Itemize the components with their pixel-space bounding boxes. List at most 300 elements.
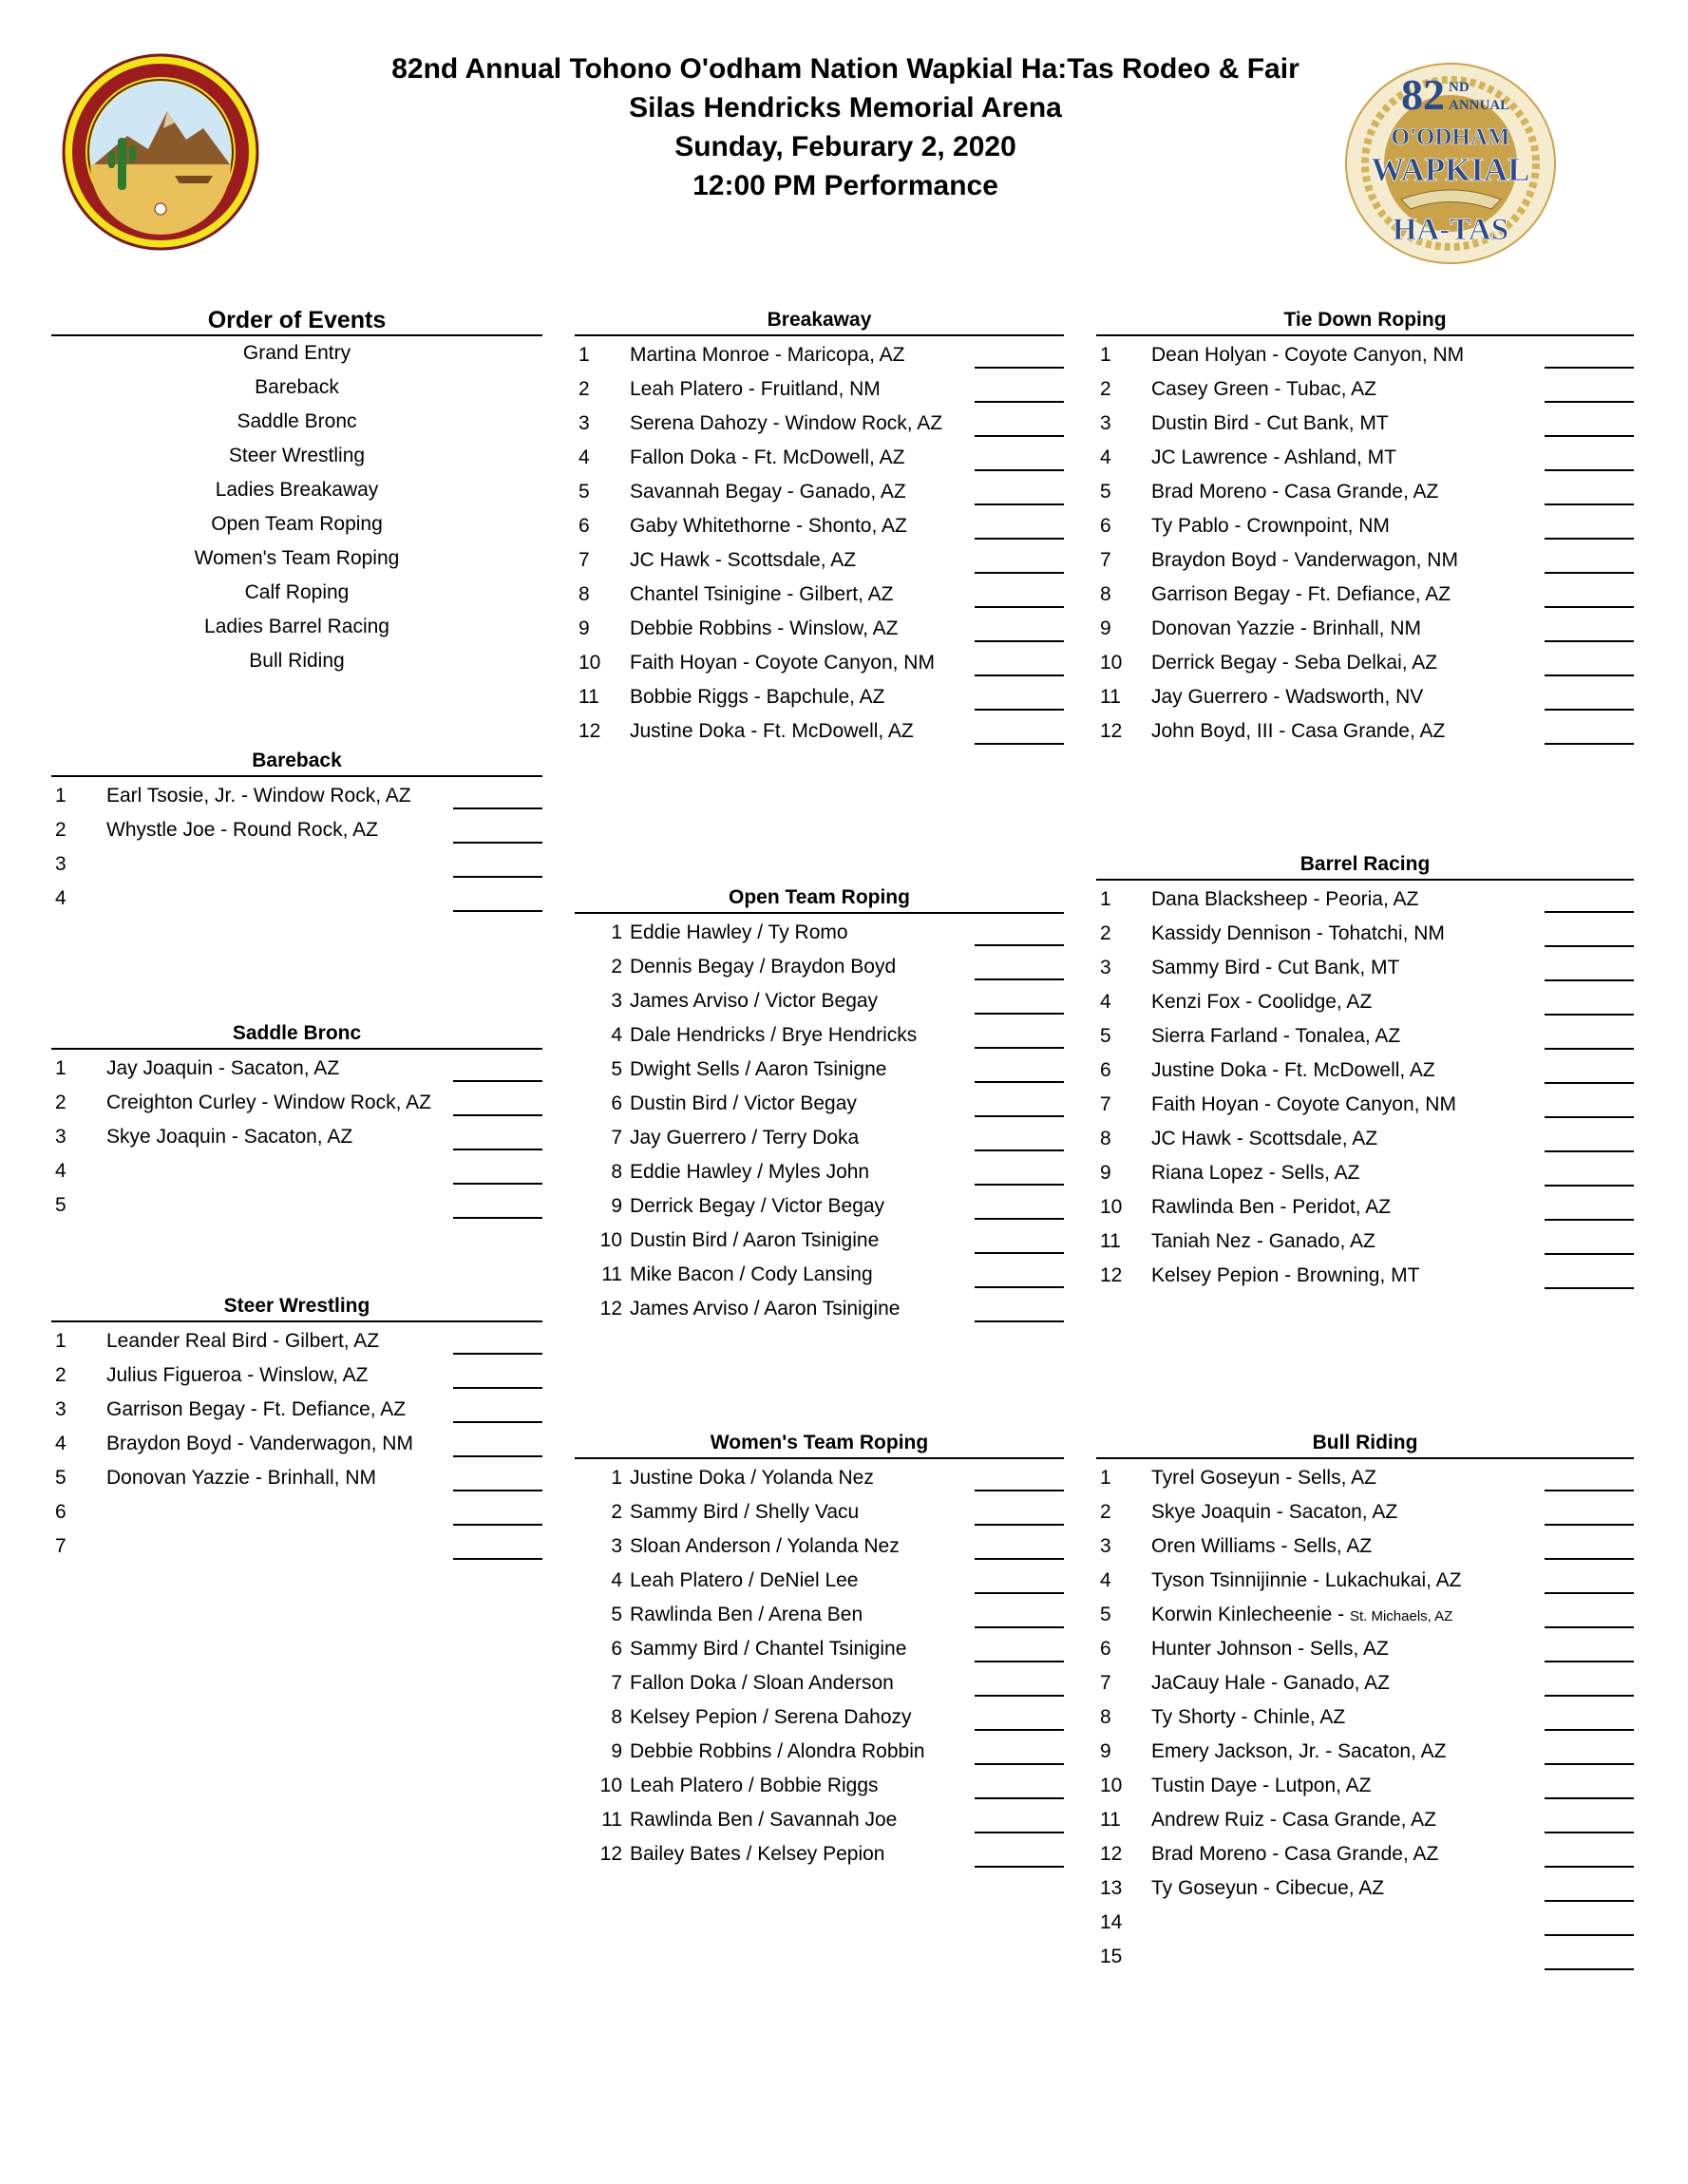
entry-number: 3 xyxy=(1100,1535,1111,1557)
score-blank-line xyxy=(1545,1626,1634,1628)
score-blank-line xyxy=(1545,1729,1634,1731)
entry-row xyxy=(575,1493,1064,1528)
entry-name xyxy=(1151,686,1423,709)
section-title: Steer Wrestling xyxy=(51,1292,542,1322)
entry-name xyxy=(1151,720,1445,743)
entry-number: 4 xyxy=(611,1024,622,1046)
section-title: Bareback xyxy=(51,747,542,777)
score-blank-line xyxy=(975,1490,1064,1491)
arena-name: Silas Hendricks Memorial Arena xyxy=(629,92,1062,123)
score-blank-line xyxy=(975,572,1064,574)
womens-team-roping-section xyxy=(575,1429,1064,1870)
entry-name-text: Dustin Bird / Victor Begay xyxy=(630,1092,857,1114)
entry-row xyxy=(575,1051,1064,1085)
entry-number: 10 xyxy=(1100,1196,1123,1218)
entry-number: 9 xyxy=(1100,1740,1111,1762)
entry-name-text: Brad Moreno - Casa Grande, AZ xyxy=(1151,481,1439,503)
entry-row xyxy=(51,777,542,811)
score-blank-line xyxy=(1545,606,1634,608)
entry-name-text: Gaby Whitethorne - Shonto, AZ xyxy=(630,515,907,537)
entry-number: 15 xyxy=(1100,1946,1123,1967)
score-blank-line xyxy=(1545,1832,1634,1833)
entry-number: 12 xyxy=(1100,720,1123,742)
entry-name-text: Bobbie Riggs - Bapchule, AZ xyxy=(630,686,885,708)
entry-name xyxy=(1151,1128,1377,1150)
entry-name-text: Ty Pablo - Crownpoint, NM xyxy=(1151,515,1390,537)
entry-row xyxy=(1096,1699,1634,1733)
entry-number: 3 xyxy=(1100,957,1111,978)
open-team-roping-section xyxy=(575,883,1064,1324)
entry-name xyxy=(630,1467,874,1490)
entry-name-text: Eddie Hawley / Myles John xyxy=(630,1161,870,1183)
score-blank-line xyxy=(453,1353,542,1355)
logo-word1: O'ODHAM xyxy=(1391,124,1510,150)
entry-name xyxy=(630,652,935,674)
entry-name xyxy=(630,1672,894,1695)
entry-row xyxy=(575,1835,1064,1870)
entry-number: 5 xyxy=(1100,481,1111,503)
score-blank-line xyxy=(975,674,1064,676)
score-blank-line xyxy=(975,1081,1064,1083)
entry-name xyxy=(1151,1604,1452,1626)
entry-number: 7 xyxy=(1100,549,1111,571)
entry-row xyxy=(1096,1801,1634,1835)
entry-name xyxy=(1151,1877,1384,1900)
entry-row xyxy=(575,336,1064,370)
entry-name-text: Garrison Begay - Ft. Defiance, AZ xyxy=(106,1398,407,1420)
entry-name-text: Tyson Tsinnijinnie - Lukachukai, AZ xyxy=(1151,1569,1462,1591)
entry-name xyxy=(106,1126,352,1149)
entry-number: 8 xyxy=(1100,1128,1111,1149)
entry-row xyxy=(575,370,1064,405)
entry-name-text: Leah Platero / DeNiel Lee xyxy=(630,1569,859,1591)
score-blank-line xyxy=(975,1149,1064,1151)
entry-number: 4 xyxy=(55,1433,66,1454)
score-blank-line xyxy=(1545,1014,1634,1016)
entry-number: 11 xyxy=(1100,686,1121,708)
logo-suffix: ND xyxy=(1449,80,1470,95)
score-blank-line xyxy=(453,1387,542,1389)
entry-name xyxy=(630,1535,900,1558)
entry-number: 12 xyxy=(1100,1264,1123,1286)
entry-name-text: James Arviso / Aaron Tsinigine xyxy=(630,1298,901,1320)
rodeo-anniversary-logo xyxy=(1335,57,1567,271)
entry-name-text: JC Hawk - Scottsdale, AZ xyxy=(1151,1128,1378,1149)
entry-name-text: Debbie Robbins / Alondra Robbin xyxy=(630,1740,925,1762)
entry-row xyxy=(1096,1257,1634,1291)
entry-number: 9 xyxy=(611,1740,622,1762)
entry-name-text: Kenzi Fox - Coolidge, AZ xyxy=(1151,991,1373,1013)
entry-name-text: Jay Joaquin - Sacaton, AZ xyxy=(106,1057,340,1079)
entry-number: 6 xyxy=(611,1638,622,1660)
entry-number: 12 xyxy=(599,1298,622,1320)
entry-name-text: Tustin Daye - Lutpon, AZ xyxy=(1151,1775,1372,1796)
entry-row xyxy=(51,1459,542,1493)
entry-number: 8 xyxy=(578,583,590,605)
entry-number: 10 xyxy=(578,652,601,674)
entry-name-text: Brad Moreno - Casa Grande, AZ xyxy=(1151,1843,1439,1865)
entry-name-text: Skye Joaquin - Sacaton, AZ xyxy=(1151,1501,1398,1523)
score-blank-line xyxy=(975,367,1064,369)
entry-name xyxy=(106,1330,379,1353)
entry-row xyxy=(575,1016,1064,1051)
entry-row xyxy=(1096,336,1634,370)
entry-name xyxy=(630,686,885,709)
entry-name-text: Bailey Bates / Kelsey Pepion xyxy=(630,1843,885,1865)
entry-name xyxy=(1151,1775,1372,1797)
entry-number: 4 xyxy=(611,1569,622,1591)
entry-row xyxy=(1096,405,1634,439)
entry-name xyxy=(630,1569,859,1592)
entry-number: 8 xyxy=(1100,583,1111,605)
entry-name xyxy=(630,1092,857,1115)
entry-number: 14 xyxy=(1100,1911,1123,1933)
entry-name xyxy=(1151,1264,1419,1287)
score-blank-line xyxy=(1545,1934,1634,1936)
entry-name-text: Sammy Bird - Cut Bank, MT xyxy=(1151,957,1400,978)
entry-name-text: Riana Lopez - Sells, AZ xyxy=(1151,1162,1360,1184)
score-blank-line xyxy=(453,1455,542,1457)
entry-name xyxy=(1151,1638,1389,1661)
entry-number: 3 xyxy=(611,1535,622,1557)
entry-name-text: Derrick Begay / Victor Begay xyxy=(630,1195,885,1217)
score-blank-line xyxy=(975,1252,1064,1254)
entry-name-text: Creighton Curley - Window Rock, AZ xyxy=(106,1092,431,1113)
score-blank-line xyxy=(975,1661,1064,1662)
entry-name xyxy=(630,1775,879,1797)
entry-number: 6 xyxy=(55,1501,66,1523)
score-blank-line xyxy=(1545,401,1634,403)
order-of-events-item: Saddle Bronc xyxy=(237,410,357,432)
entry-number: 1 xyxy=(55,1057,66,1079)
entry-row xyxy=(575,1699,1064,1733)
entry-row xyxy=(51,1391,542,1425)
entry-name-text: Donovan Yazzie - Brinhall, NM xyxy=(1151,617,1422,639)
entry-row xyxy=(1096,1767,1634,1801)
score-blank-line xyxy=(1545,1287,1634,1289)
entry-name xyxy=(630,921,848,944)
entry-row xyxy=(575,948,1064,982)
entry-name-text: Rawlinda Ben / Savannah Joe xyxy=(630,1809,898,1831)
entry-number: 2 xyxy=(1100,922,1111,944)
score-blank-line xyxy=(453,1421,542,1423)
score-blank-line xyxy=(1545,1253,1634,1255)
score-blank-line xyxy=(453,1183,542,1185)
order-of-events-section xyxy=(51,306,542,678)
entry-number: 3 xyxy=(611,990,622,1012)
entry-number: 1 xyxy=(611,921,622,943)
entry-row xyxy=(1096,1493,1634,1528)
entry-number: 5 xyxy=(611,1058,622,1080)
entry-row xyxy=(1096,712,1634,747)
entry-name-text: Tyrel Goseyun - Sells, AZ xyxy=(1151,1467,1376,1489)
entry-number: 1 xyxy=(1100,344,1111,366)
entry-name-text: Leah Platero / Bobbie Riggs xyxy=(630,1775,879,1796)
entry-row xyxy=(575,1119,1064,1153)
performance-time: 12:00 PM Performance xyxy=(692,170,998,201)
entry-name xyxy=(1151,583,1451,606)
entry-name-text: JC Hawk - Scottsdale, AZ xyxy=(630,549,857,571)
entry-row xyxy=(1096,1938,1634,1972)
entry-row xyxy=(51,1357,542,1391)
entry-name-text: James Arviso / Victor Begay xyxy=(630,990,879,1012)
entry-name xyxy=(106,1092,431,1114)
entry-number: 7 xyxy=(1100,1093,1111,1115)
entry-name-text: Ty Shorty - Chinle, AZ xyxy=(1151,1706,1346,1728)
score-blank-line xyxy=(453,910,542,912)
entry-row xyxy=(1096,1017,1634,1052)
score-blank-line xyxy=(975,469,1064,471)
entry-name xyxy=(630,1195,884,1218)
entry-row xyxy=(51,1493,542,1528)
score-blank-line xyxy=(1545,709,1634,711)
entry-name-text: Taniah Nez - Ganado, AZ xyxy=(1151,1230,1375,1252)
entry-number: 1 xyxy=(1100,888,1111,910)
entry-number: 5 xyxy=(1100,1025,1111,1047)
entry-name xyxy=(106,1398,406,1421)
entry-row xyxy=(1096,678,1634,712)
entry-row xyxy=(1096,1835,1634,1870)
entry-number: 11 xyxy=(601,1809,622,1831)
entry-name-text: Donovan Yazzie - Brinhall, NM xyxy=(106,1467,377,1489)
entry-row xyxy=(575,914,1064,948)
entry-name xyxy=(630,1604,863,1626)
entry-row xyxy=(1096,949,1634,983)
entry-name-text: Korwin Kinlecheenie - xyxy=(1151,1604,1350,1625)
entry-name xyxy=(630,720,914,743)
entry-number: 12 xyxy=(599,1843,622,1865)
score-blank-line xyxy=(1545,1524,1634,1526)
entry-name xyxy=(1151,481,1438,503)
score-blank-line xyxy=(975,606,1064,608)
entry-name-text: Garrison Begay - Ft. Defiance, AZ xyxy=(1151,583,1451,605)
score-blank-line xyxy=(1545,538,1634,540)
score-blank-line xyxy=(975,538,1064,540)
score-blank-line xyxy=(453,1149,542,1150)
entry-row xyxy=(51,1084,542,1118)
entry-name xyxy=(1151,446,1396,469)
score-blank-line xyxy=(975,1763,1064,1765)
entry-name-text: Rawlinda Ben - Peridot, AZ xyxy=(1151,1196,1392,1218)
entry-number: 3 xyxy=(578,412,590,434)
entry-row xyxy=(575,1153,1064,1187)
score-blank-line xyxy=(1545,674,1634,676)
entry-name xyxy=(630,990,878,1013)
score-blank-line xyxy=(975,1729,1064,1731)
entry-row xyxy=(575,405,1064,439)
score-blank-line xyxy=(975,1286,1064,1288)
score-blank-line xyxy=(975,1047,1064,1049)
entry-name xyxy=(1151,549,1458,572)
entry-number: 4 xyxy=(1100,1569,1111,1591)
order-of-events-item: Ladies Barrel Racing xyxy=(204,616,389,637)
entry-row xyxy=(1096,881,1634,915)
entry-number: 10 xyxy=(599,1229,622,1251)
entry-number: 5 xyxy=(578,481,590,503)
entry-name-text: Dean Holyan - Coyote Canyon, NM xyxy=(1151,344,1465,366)
entry-row xyxy=(1096,541,1634,576)
entry-name xyxy=(1151,991,1372,1014)
entry-name xyxy=(630,344,904,367)
entry-row xyxy=(575,439,1064,473)
score-blank-line xyxy=(453,876,542,878)
entry-number: 2 xyxy=(55,1092,66,1113)
entry-row xyxy=(51,1152,542,1187)
entry-name-text: Derrick Begay - Seba Delkai, AZ xyxy=(1151,652,1438,674)
score-blank-line xyxy=(1545,1150,1634,1152)
score-blank-line xyxy=(1545,1490,1634,1491)
entry-row xyxy=(51,811,542,845)
entry-name-text: Chantel Tsinigine - Gilbert, AZ xyxy=(630,583,894,605)
entry-name-text: Dale Hendricks / Brye Hendricks xyxy=(630,1024,918,1046)
entry-name-text: Sammy Bird / Chantel Tsinigine xyxy=(630,1638,907,1660)
entry-row xyxy=(1096,1120,1634,1154)
entry-name-text: John Boyd, III - Casa Grande, AZ xyxy=(1151,720,1446,742)
event-date: Sunday, Feburary 2, 2020 xyxy=(674,131,1016,162)
entry-name xyxy=(630,412,942,435)
entry-row xyxy=(1096,473,1634,507)
entry-name xyxy=(630,1809,897,1832)
score-blank-line xyxy=(975,1320,1064,1322)
entry-number: 5 xyxy=(611,1604,622,1625)
entry-name xyxy=(630,1058,886,1081)
section-title: Breakaway xyxy=(575,306,1064,336)
section-title: Barrel Racing xyxy=(1096,850,1634,881)
entry-name xyxy=(106,1433,413,1455)
entry-name-text: Justine Doka / Yolanda Nez xyxy=(630,1467,874,1489)
order-of-events-item: Calf Roping xyxy=(244,581,350,603)
saddle-bronc-section xyxy=(51,1019,542,1221)
breakaway-section xyxy=(575,306,1064,747)
score-blank-line xyxy=(453,842,542,844)
entry-row xyxy=(575,1630,1064,1664)
entry-name xyxy=(1151,1230,1375,1253)
score-blank-line xyxy=(975,1626,1064,1628)
entry-name-text: Andrew Ruiz - Casa Grande, AZ xyxy=(1151,1809,1436,1831)
score-blank-line xyxy=(1545,1661,1634,1662)
entry-name-text: Whystle Joe - Round Rock, AZ xyxy=(106,819,378,841)
score-blank-line xyxy=(453,1080,542,1082)
entry-row xyxy=(1096,915,1634,949)
entry-name xyxy=(630,1263,873,1286)
entry-row xyxy=(575,1187,1064,1222)
entry-name xyxy=(1151,412,1389,435)
section-title: Tie Down Roping xyxy=(1096,306,1634,336)
entry-number: 2 xyxy=(578,378,590,400)
score-blank-line xyxy=(1545,1592,1634,1594)
entry-number: 9 xyxy=(611,1195,622,1217)
entry-row xyxy=(51,1050,542,1084)
entry-name-text: Skye Joaquin - Sacaton, AZ xyxy=(106,1126,353,1148)
entry-number: 7 xyxy=(1100,1672,1111,1694)
entry-name-text: JC Lawrence - Ashland, MT xyxy=(1151,446,1396,468)
entry-name-text: Braydon Boyd - Vanderwagon, NM xyxy=(106,1433,413,1454)
entry-row xyxy=(1096,610,1634,644)
entry-name-text: Kelsey Pepion / Serena Dahozy xyxy=(630,1706,912,1728)
score-blank-line xyxy=(1545,1558,1634,1560)
entry-number: 6 xyxy=(611,1092,622,1114)
entry-name-text: Rawlinda Ben / Arena Ben xyxy=(630,1604,863,1625)
entry-row xyxy=(575,1256,1064,1290)
entry-name-text: Fallon Doka / Sloan Anderson xyxy=(630,1672,894,1694)
bareback-section xyxy=(51,747,542,914)
order-of-events-item: Steer Wrestling xyxy=(228,445,366,466)
entry-number: 9 xyxy=(1100,1162,1111,1184)
score-blank-line xyxy=(1545,1763,1634,1765)
section-title: Order of Events xyxy=(51,306,542,336)
entry-name xyxy=(630,515,907,538)
section-title: Women's Team Roping xyxy=(575,1429,1064,1459)
entry-name-text: Hunter Johnson - Sells, AZ xyxy=(1151,1638,1389,1660)
score-blank-line xyxy=(1545,979,1634,981)
score-blank-line xyxy=(1545,435,1634,437)
entry-number: 5 xyxy=(55,1194,66,1216)
tribal-seal-logo xyxy=(61,52,260,252)
entry-name xyxy=(630,1024,917,1047)
entry-name xyxy=(1151,1162,1359,1185)
entry-name xyxy=(1151,515,1390,538)
steer-wrestling-section xyxy=(51,1292,542,1562)
entry-row xyxy=(1096,1904,1634,1938)
entry-name xyxy=(1151,1025,1400,1048)
barrel-racing-section xyxy=(1096,850,1634,1291)
entry-number: 13 xyxy=(1100,1877,1123,1899)
entry-number: 3 xyxy=(55,1126,66,1148)
section-title: Open Team Roping xyxy=(575,883,1064,914)
entry-number: 10 xyxy=(1100,652,1123,674)
entry-row xyxy=(575,1222,1064,1256)
entry-name-text: Dustin Bird / Aaron Tsinigine xyxy=(630,1229,880,1251)
entry-row xyxy=(575,1290,1064,1324)
entry-row xyxy=(51,845,542,880)
entry-name-text: Kassidy Dennison - Tohatchi, NM xyxy=(1151,922,1445,944)
entry-number: 5 xyxy=(55,1467,66,1489)
section-title: Bull Riding xyxy=(1096,1429,1634,1459)
entry-number: 1 xyxy=(55,785,66,807)
score-blank-line xyxy=(975,503,1064,505)
score-blank-line xyxy=(1545,1866,1634,1868)
entry-number: 3 xyxy=(55,1398,66,1420)
score-blank-line xyxy=(975,640,1064,642)
entry-name-text: Fallon Doka - Ft. McDowell, AZ xyxy=(630,446,905,468)
entry-name xyxy=(1151,1569,1461,1592)
entry-row xyxy=(1096,1459,1634,1493)
entry-number: 6 xyxy=(1100,1059,1111,1081)
entry-row xyxy=(1096,644,1634,678)
entry-row xyxy=(1096,1052,1634,1086)
score-blank-line xyxy=(975,944,1064,946)
entry-name xyxy=(630,1638,906,1661)
entry-name-text: Justine Doka - Ft. McDowell, AZ xyxy=(630,720,914,742)
score-blank-line xyxy=(1545,945,1634,947)
score-blank-line xyxy=(975,1558,1064,1560)
entry-number: 9 xyxy=(578,617,590,639)
entry-name xyxy=(1151,1809,1436,1832)
score-blank-line xyxy=(975,1866,1064,1868)
score-blank-line xyxy=(975,401,1064,403)
entry-name-text: Dennis Begay / Braydon Boyd xyxy=(630,956,897,978)
entry-number: 7 xyxy=(55,1535,66,1557)
logo-annual: ANNUAL xyxy=(1449,98,1510,113)
entry-row xyxy=(575,1459,1064,1493)
logo-number: 82 xyxy=(1401,70,1445,119)
entry-number: 12 xyxy=(1100,1843,1123,1865)
entry-row xyxy=(575,576,1064,610)
entry-row xyxy=(1096,1733,1634,1767)
order-of-events-item: Bull Riding xyxy=(249,650,345,672)
logo-word2: WAPKIAL xyxy=(1371,151,1530,188)
entry-row xyxy=(1096,983,1634,1017)
